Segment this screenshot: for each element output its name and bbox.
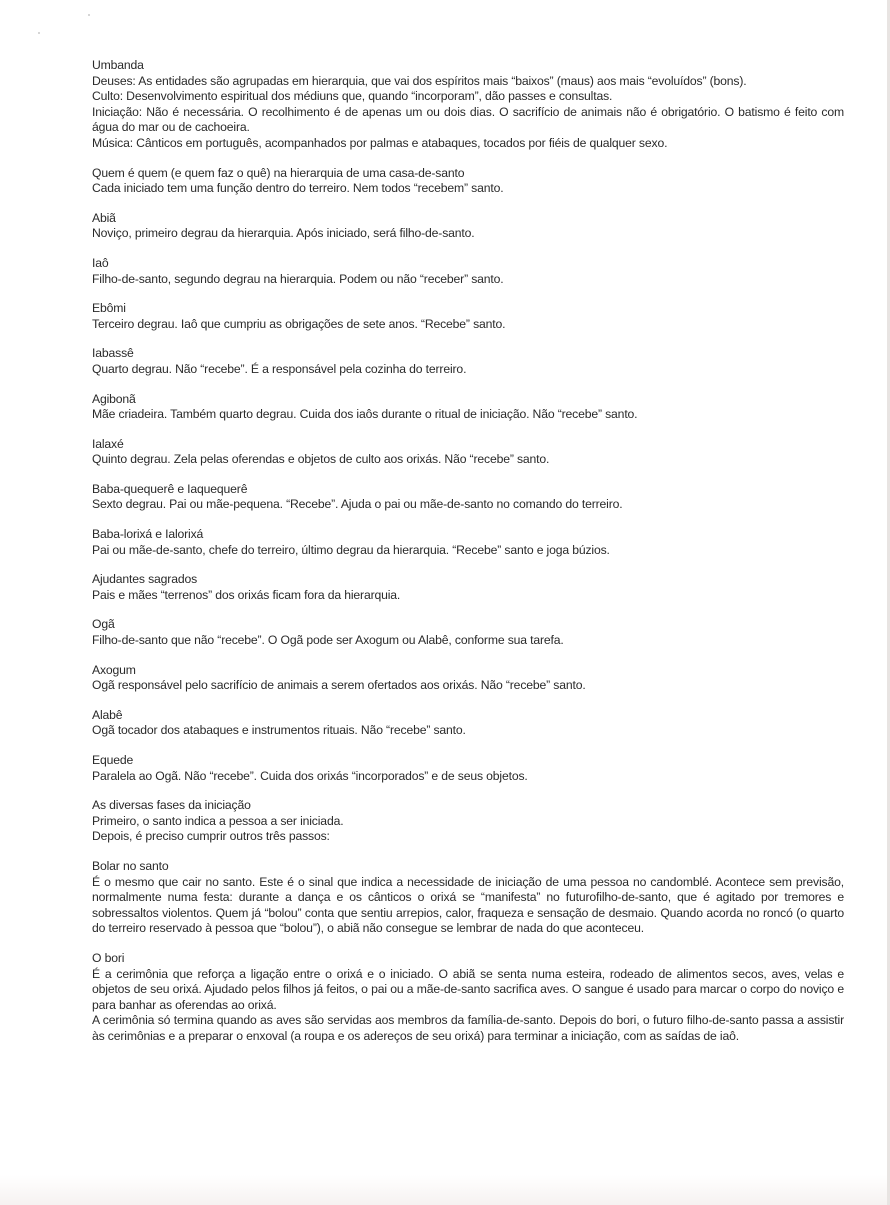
hierarchy-item-name: Alabê — [92, 707, 123, 722]
hierarchy-item-desc: Filho-de-santo, segundo degrau na hierarquia. Podem ou não “receber” santo. — [92, 271, 504, 286]
hierarchy-item — [92, 753, 844, 784]
hierarchy-item-name: Abiã — [92, 210, 116, 225]
hierarchy-item-desc: Ogã responsável pelo sacrifício de animais a serem ofertados aos orixás. Não “recebe” santo. — [92, 678, 586, 693]
hierarchy-item-desc: Noviço, primeiro degrau da hierarquia. Após iniciado, será filho-de-santo. — [92, 226, 475, 241]
hierarchy-item — [92, 301, 844, 332]
bori-section — [92, 951, 844, 1045]
bolar-section — [92, 859, 844, 937]
scan-speck — [88, 14, 90, 16]
hierarchy-item-name: Ajudantes sagrados — [92, 572, 198, 587]
hierarchy-item — [92, 482, 844, 513]
hierarchy-item-desc: Filho-de-santo que não “recebe”. O Ogã pode ser Axogum ou Alabê, conforme sua tarefa. — [92, 633, 564, 648]
fases-section — [92, 798, 844, 845]
fases-title: As diversas fases da iniciação — [92, 798, 251, 813]
fases-line: Depois, é preciso cumprir outros três passos: — [92, 829, 330, 844]
hierarchy-item-name: Equede — [92, 753, 134, 767]
hierarchy-intro-section — [92, 166, 844, 197]
hierarchy-item-name: Iabassê — [92, 346, 134, 361]
hierarchy-item-desc: Mãe criadeira. Também quarto degrau. Cuida dos iaôs durante o ritual de iniciação. Não “recebe” santo. — [92, 407, 638, 422]
hierarchy-item — [92, 256, 844, 287]
umbanda-musica: Música: Cânticos em português, acompanhados por palmas e atabaques, tocados por fiéis de qualquer sexo. — [92, 135, 668, 150]
hierarchy-item-desc: Sexto degrau. Pai ou mãe-pequena. “Recebe”. Ajuda o pai ou mãe-de-santo no comando do terreiro. — [92, 497, 623, 512]
page-bottom-shade — [0, 1175, 890, 1205]
hierarchy-item-desc: Terceiro degrau. Iaô que cumpriu as obrigações de sete anos. “Recebe” santo. — [92, 316, 506, 331]
hierarchy-item — [92, 392, 844, 423]
hierarchy-item — [92, 527, 844, 558]
hierarchy-item — [92, 211, 844, 242]
hierarchy-intro: Cada iniciado tem uma função dentro do terreiro. Nem todos “recebem” santo. — [92, 181, 504, 196]
scan-speck — [38, 32, 40, 34]
hierarchy-item-name: Baba-quequerê e Iaquequerê — [92, 481, 248, 496]
bori-text: É a cerimônia que reforça a ligação entre o orixá e o iniciado. O abiã se senta numa esteira, rodeado de alimentos secos, aves, velas e objetos de seu orixá. Ajudado pelos filhos já feitos, o pai ou a mãe-de-santo sacrifica aves. O sangue é usado para marcar o corpo do noviço e para banhar as oferendas ao orixá. — [92, 966, 844, 1012]
hierarchy-item — [92, 437, 844, 468]
hierarchy-item-desc: Quarto degrau. Não “recebe”. É a responsável pela cozinha do terreiro. — [92, 361, 467, 376]
hierarchy-item-name: Ialaxé — [92, 436, 124, 451]
umbanda-iniciacao: Iniciação: Não é necessária. O recolhimento é de apenas um ou dois dias. O sacrifício de animais não é obrigatório. O batismo é feito com água do mar ou de cachoeira. — [92, 104, 844, 135]
hierarchy-item-desc: Pais e mães “terrenos” dos orixás ficam fora da hierarquia. — [92, 587, 401, 602]
umbanda-section — [92, 58, 844, 152]
bori-text: A cerimônia só termina quando as aves são servidas aos membros da família-de-santo. Depois do bori, o futuro filho-de-santo passa a assistir às cerimônias e a preparar o enxoval (a roupa e os adereços de seu orixá) para terminar a iniciação, com as saídas de iaô. — [92, 1013, 844, 1043]
umbanda-culto: Culto: Desenvolvimento espiritual dos médiuns que, quando “incorporam”, dão passes e consultas. — [92, 89, 613, 104]
hierarchy-item-desc: Paralela ao Ogã. Não “recebe”. Cuida dos orixás “incorporados” e de seus objetos. — [92, 768, 528, 783]
hierarchy-item — [92, 617, 844, 648]
fases-line: Primeiro, o santo indica a pessoa a ser iniciada. — [92, 813, 344, 828]
hierarchy-item-name: Baba-lorixá e Ialorixá — [92, 527, 204, 542]
hierarchy-item-name: Agibonã — [92, 391, 136, 406]
hierarchy-item — [92, 663, 844, 694]
umbanda-deuses: Deuses: As entidades são agrupadas em hierarquia, que vai dos espíritos mais “baixos” (maus) aos mais “evoluídos” (bons). — [92, 73, 747, 88]
bolar-text: É o mesmo que cair no santo. Este é o sinal que indica a necessidade de iniciação de uma pessoa no candomblé. Acontece sem previsão, normalmente numa festa: durante a dança e os cânticos o orixá se “manifesta” no futurofilho-de-santo, que é agitado por tremores e sobressaltos violentos. Quem já “bolou” conta que sentiu arrepios, calor, fraqueza e sensação de desmaio. Quando acorda no roncó (o quarto do terreiro reservado à pessoa que “bolou”), o abiã não consegue se lembrar de nada do que aconteceu. — [92, 874, 844, 936]
hierarchy-item-desc: Ogã tocador dos atabaques e instrumentos rituais. Não “recebe” santo. — [92, 723, 466, 738]
hierarchy-item-name: Ogã — [92, 617, 115, 632]
hierarchy-item — [92, 346, 844, 377]
hierarchy-item-name: Ebômi — [92, 301, 126, 316]
hierarchy-item-name: Axogum — [92, 662, 136, 677]
hierarchy-item — [92, 708, 844, 739]
hierarchy-item — [92, 572, 844, 603]
bori-title: O bori — [92, 950, 125, 965]
hierarchy-title: Quem é quem (e quem faz o quê) na hierarquia de uma casa-de-santo — [92, 165, 465, 180]
hierarchy-item-name: Iaô — [92, 255, 109, 270]
umbanda-title: Umbanda — [92, 58, 144, 72]
hierarchy-item-desc: Quinto degrau. Zela pelas oferendas e objetos de culto aos orixás. Não “recebe” santo. — [92, 452, 550, 467]
bolar-title: Bolar no santo — [92, 858, 169, 873]
hierarchy-item-desc: Pai ou mãe-de-santo, chefe do terreiro, último degrau da hierarquia. “Recebe” santo e joga búzios. — [92, 542, 610, 557]
